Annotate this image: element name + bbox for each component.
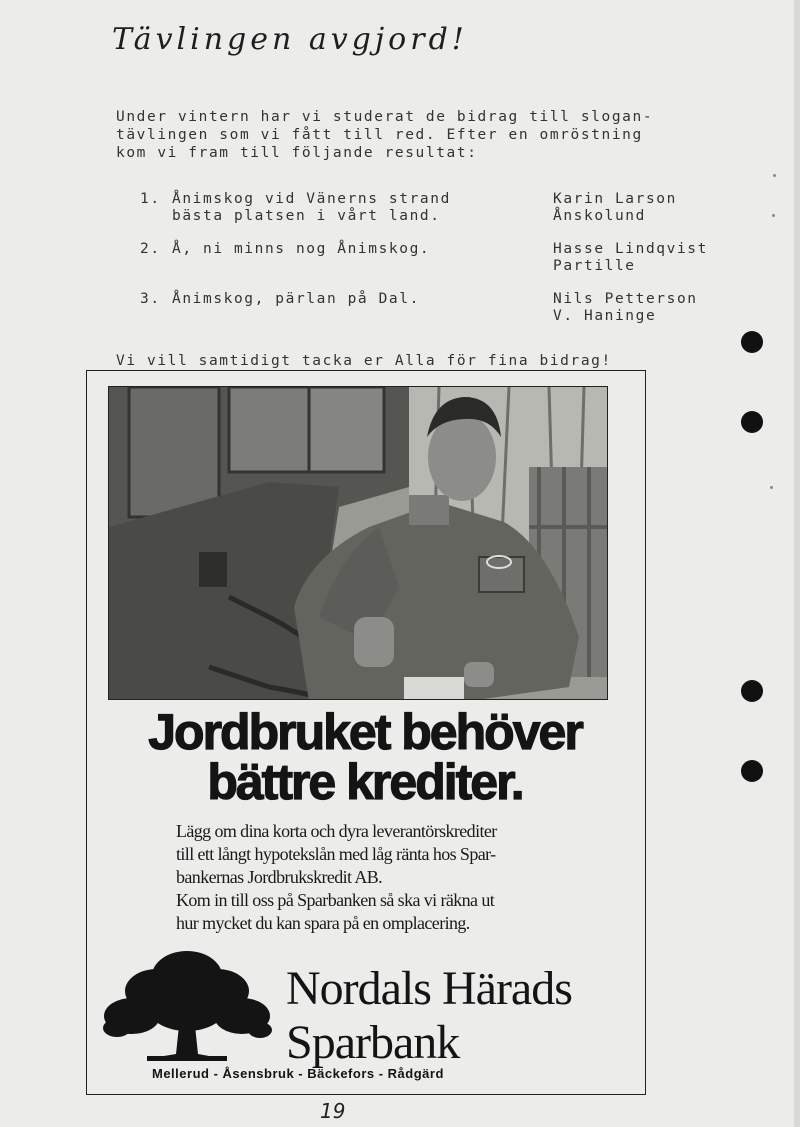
thanks-text: Vi vill samtidigt tacka er Alla för fina bidrag! [116,353,612,369]
ad-paragraph: Lägg om dina korta och dyra leverantörskrediter till ett långt hypotekslån med låg ränta hos Spar- bankernas Jordbrukskredit AB. [176,821,497,887]
bank-name: Nordals Härads Sparbank [286,962,572,1069]
bank-branches: Mellerud - Åsensbruk - Bäckefors - Rådgärd [152,1066,444,1081]
results-list [140,191,740,341]
result-item [140,191,740,241]
result-number: 3. [140,291,161,307]
page-title: Tävlingen avgjord! [112,22,468,57]
speck [772,214,775,217]
ad-headline: Jordbruket behöver bättre krediter. [148,704,582,810]
photo-illustration [109,387,608,700]
binder-hole [741,760,763,782]
ad-body [176,820,596,935]
result-number: 1. [140,191,161,207]
result-winner: Karin Larson Ånskolund [553,191,677,224]
result-winner: Nils Petterson V. Haninge [553,291,698,324]
oak-tree-logo [102,946,272,1064]
speck [770,486,773,489]
oak-tree-icon [102,946,272,1064]
intro-text: Under vintern har vi studerat de bidrag till slogan- tävlingen som vi fått till red. Efter en omröstning kom vi fram till följande resultat: [116,109,654,161]
result-item [140,241,740,291]
result-number: 2. [140,241,161,257]
result-winner: Hasse Lindqvist Partille [553,241,708,274]
result-item [140,291,740,341]
result-slogan: Ånimskog vid Vänerns strand bästa platsen i vårt land. [172,191,451,224]
result-slogan: Ånimskog, pärlan på Dal. [172,291,420,307]
speck [773,174,776,177]
page-number: 19 [320,1099,346,1123]
page-edge [794,0,800,1127]
farmer-tractor-photo [108,386,608,700]
binder-hole [741,331,763,353]
binder-hole [741,680,763,702]
binder-hole [741,411,763,433]
ad-paragraph: Kom in till oss på Sparbanken så ska vi räkna ut hur mycket du kan spara på en omplacering. [176,890,495,933]
result-slogan: Å, ni minns nog Ånimskog. [172,241,431,257]
